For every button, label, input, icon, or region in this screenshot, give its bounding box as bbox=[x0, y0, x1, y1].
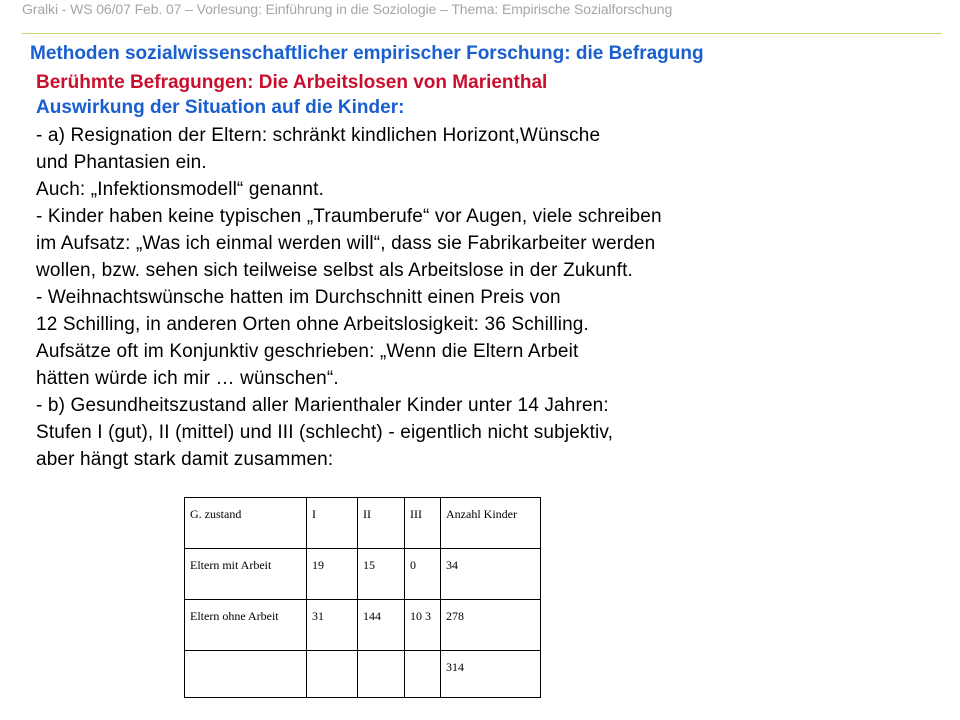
table-cell: 31 bbox=[307, 600, 358, 651]
table-cell: 314 bbox=[441, 651, 541, 698]
text-line: wollen, bzw. sehen sich teilweise selbst als Arbeitslose in der Zukunft. bbox=[36, 260, 633, 281]
text-line: - Weihnachtswünsche hatten im Durchschnitt einen Preis von bbox=[36, 287, 561, 308]
text-line: im Aufsatz: „Was ich einmal werden will“, dass sie Fabrikarbeiter werden bbox=[36, 233, 656, 254]
slide-subtitle: Berühmte Befragungen: Die Arbeitslosen von Marienthal bbox=[36, 72, 548, 93]
body-text bbox=[36, 95, 836, 473]
text-line: - Kinder haben keine typischen „Traumberufe“ vor Augen, viele schreiben bbox=[36, 206, 662, 227]
slide-title: Methoden sozialwissenschaftlicher empirischer Forschung: die Befragung bbox=[30, 43, 704, 64]
table-header-cell: III bbox=[405, 498, 441, 549]
table-cell bbox=[307, 651, 358, 698]
text-line: 12 Schilling, in anderen Orten ohne Arbeitslosigkeit: 36 Schilling. bbox=[36, 314, 589, 335]
table-header-cell: II bbox=[358, 498, 405, 549]
text-line: - a) Resignation der Eltern: schränkt kindlichen Horizont,Wünsche bbox=[36, 125, 601, 146]
table-cell bbox=[358, 651, 405, 698]
table-cell: 34 bbox=[441, 549, 541, 600]
table-cell: 10 3 bbox=[405, 600, 441, 651]
table-cell: 0 bbox=[405, 549, 441, 600]
text-line: hätten würde ich mir … wünschen“. bbox=[36, 368, 339, 389]
text-line: aber hängt stark damit zusammen: bbox=[36, 449, 334, 470]
health-status-table bbox=[184, 497, 541, 698]
table-cell bbox=[185, 651, 307, 698]
table-cell bbox=[405, 651, 441, 698]
section-heading: Auswirkung der Situation auf die Kinder: bbox=[36, 97, 405, 118]
table-cell: 144 bbox=[358, 600, 405, 651]
table-cell: Eltern ohne Arbeit bbox=[185, 600, 307, 651]
header-divider bbox=[22, 33, 942, 34]
table-header-row bbox=[185, 498, 541, 549]
slide-header: Gralki - WS 06/07 Feb. 07 – Vorlesung: Einführung in die Soziologie – Thema: Empirische Sozialforschung bbox=[22, 1, 673, 17]
table-header-cell: G. zustand bbox=[185, 498, 307, 549]
table-row bbox=[185, 600, 541, 651]
text-line: und Phantasien ein. bbox=[36, 152, 207, 173]
table-header-cell: I bbox=[307, 498, 358, 549]
text-line: - b) Gesundheitszustand aller Marienthaler Kinder unter 14 Jahren: bbox=[36, 395, 609, 416]
table-cell: 278 bbox=[441, 600, 541, 651]
table-cell: 15 bbox=[358, 549, 405, 600]
table-cell: Eltern mit Arbeit bbox=[185, 549, 307, 600]
text-line: Stufen I (gut), II (mittel) und III (schlecht) - eigentlich nicht subjektiv, bbox=[36, 422, 614, 443]
table-cell: 19 bbox=[307, 549, 358, 600]
text-line: Aufsätze oft im Konjunktiv geschrieben: „Wenn die Eltern Arbeit bbox=[36, 341, 579, 362]
table-header-cell: Anzahl Kinder bbox=[441, 498, 541, 549]
table-row bbox=[185, 549, 541, 600]
text-line: Auch: „Infektionsmodell“ genannt. bbox=[36, 179, 325, 200]
table-row bbox=[185, 651, 541, 698]
